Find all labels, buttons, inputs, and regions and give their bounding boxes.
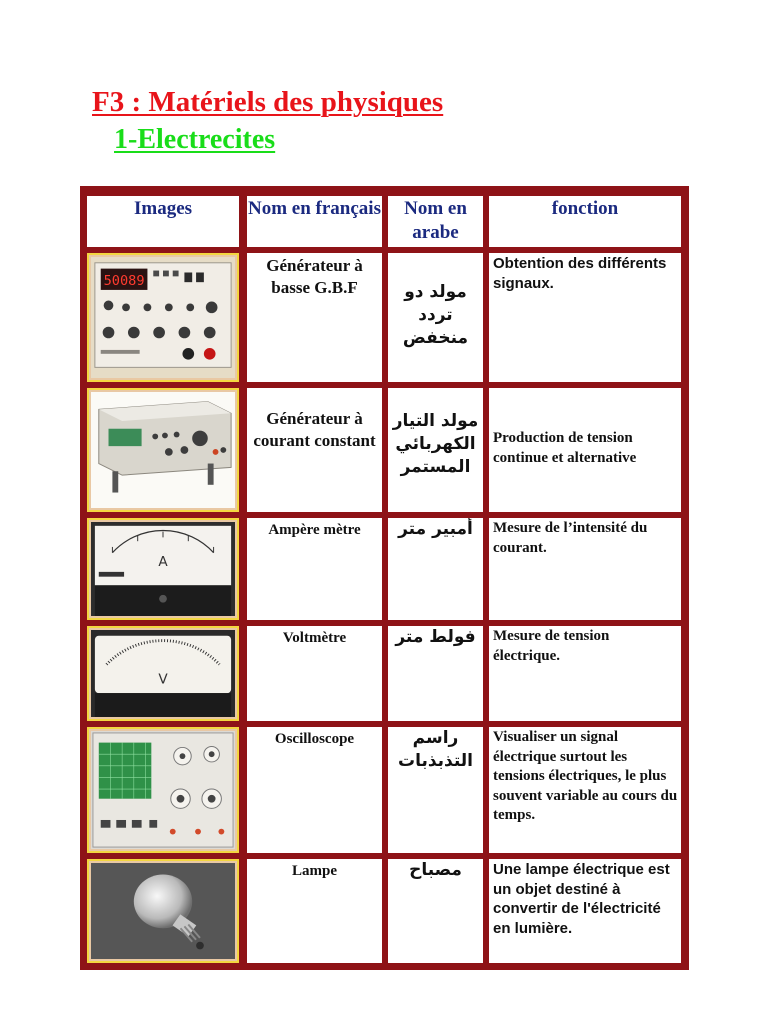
row-voltmeter-ar: فولط متر	[388, 626, 483, 721]
page-title: F3 : Matériels des physiques	[92, 86, 444, 118]
row-gbf-fn: Obtention des différents signaux.	[489, 253, 681, 382]
equipment-table	[80, 186, 689, 970]
row-ammeter-fr: Ampère mètre	[247, 518, 382, 620]
light-bulb-image	[87, 859, 239, 963]
row-gbf-ar: مولد دو تردد منخفض	[388, 253, 483, 382]
row-ccg-fn: Production de tension continue et alternative	[489, 388, 681, 512]
row-lamp-fr: Lampe	[247, 859, 382, 963]
row-ccg-ar: مولد التيار الكهربائي المستمر	[388, 388, 483, 512]
header-nom-francais: Nom en français	[247, 196, 382, 247]
row-ammeter-fn: Mesure de l’intensité du courant.	[489, 518, 681, 620]
oscilloscope-image	[87, 727, 239, 853]
row-voltmeter-fr: Voltmètre	[247, 626, 382, 721]
row-voltmeter-fn: Mesure de tension électrique.	[489, 626, 681, 721]
row-oscilloscope-fn: Visualiser un signal électrique surtout les tensions électriques, le plus souvent variable au cours du temps.	[489, 727, 681, 853]
ammeter-image	[87, 518, 239, 620]
row-ammeter-ar: أمبير متر	[388, 518, 483, 620]
gbf-generator-image	[87, 253, 239, 382]
row-gbf-fr: Générateur à basse G.B.F	[247, 253, 382, 382]
constant-current-generator-image	[87, 388, 239, 512]
gbf-display-value: 50089	[103, 273, 145, 290]
voltmeter-image	[87, 626, 239, 721]
header-images: Images	[87, 196, 239, 247]
voltmeter-dial-letter: V	[158, 671, 168, 688]
row-lamp-ar: مصباح	[388, 859, 483, 963]
row-oscilloscope-ar: راسم التذبذبات	[388, 727, 483, 853]
ammeter-dial-letter: A	[158, 554, 168, 571]
row-oscilloscope-fr: Oscilloscope	[247, 727, 382, 853]
row-lamp-fn: Une lampe électrique est un objet destiné à convertir de l'électricité en lumière.	[489, 859, 681, 963]
row-ccg-fr: Générateur à courant constant	[247, 388, 382, 512]
header-fonction: fonction	[489, 196, 681, 247]
section-subtitle: 1-Electrecites	[114, 124, 276, 155]
header-nom-arabe: Nom en arabe	[388, 196, 483, 247]
